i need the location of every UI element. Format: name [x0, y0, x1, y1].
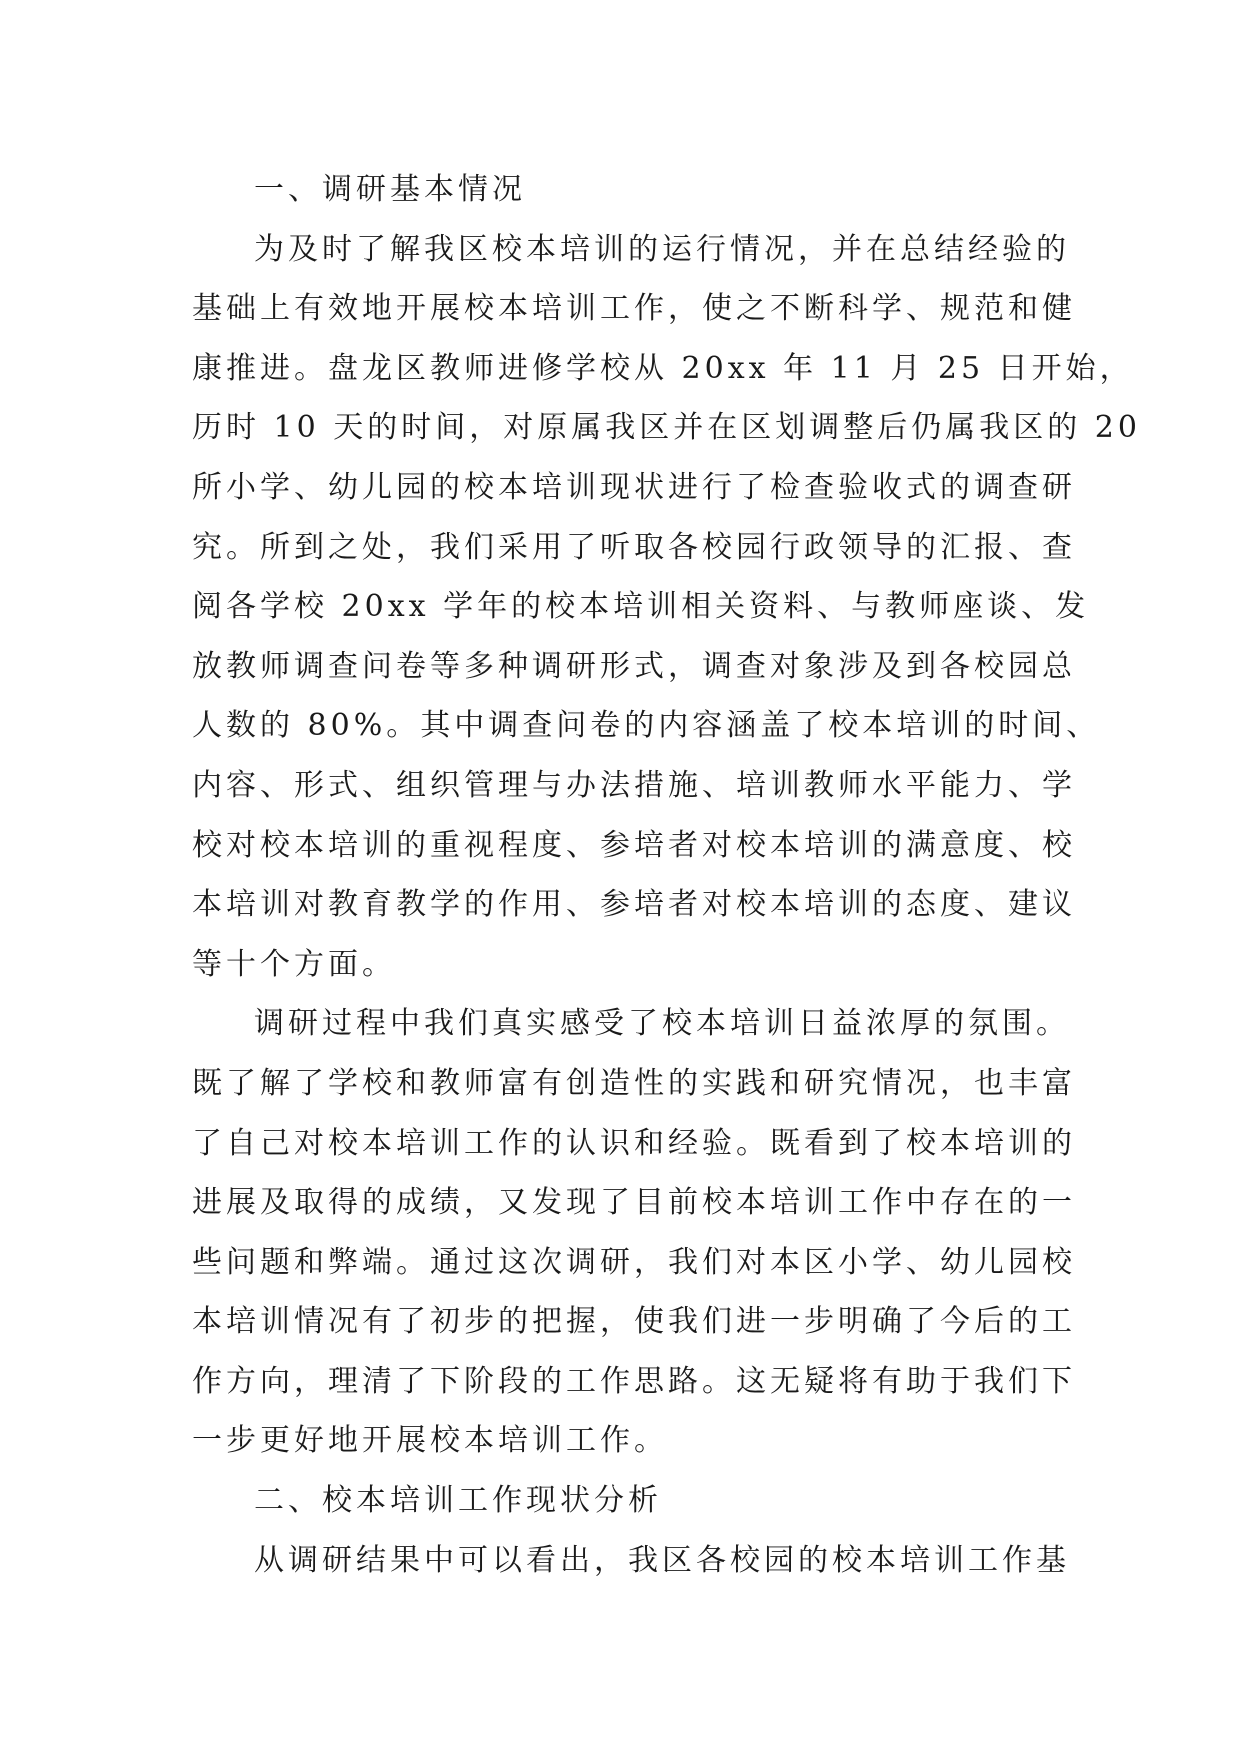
paragraph-line: 康推进。盘龙区教师进修学校从 20xx 年 11 月 25 日开始， — [192, 350, 1134, 386]
paragraph-line: 等十个方面。 — [192, 946, 396, 982]
paragraph-line: 进展及取得的成绩，又发现了目前校本培训工作中存在的一 — [192, 1185, 1076, 1221]
paragraph-line: 所小学、幼儿园的校本培训现状进行了检查验收式的调查研 — [192, 469, 1076, 505]
paragraph-line: 了自己对校本培训工作的认识和经验。既看到了校本培训的 — [192, 1125, 1076, 1161]
paragraph-line: 基础上有效地开展校本培训工作，使之不断科学、规范和健 — [192, 291, 1076, 327]
paragraph-line: 内容、形式、组织管理与办法措施、培训教师水平能力、学 — [192, 767, 1076, 803]
section-heading-1: 一、调研基本情况 — [254, 172, 526, 207]
paragraph-line: 既了解了学校和教师富有创造性的实践和研究情况，也丰富 — [192, 1065, 1076, 1101]
paragraph-line: 究。所到之处，我们采用了听取各校园行政领导的汇报、查 — [192, 529, 1076, 565]
paragraph-line: 本培训对教育教学的作用、参培者对校本培训的态度、建议 — [192, 887, 1076, 923]
paragraph-line: 一步更好地开展校本培训工作。 — [192, 1423, 668, 1459]
section-heading-2: 二、校本培训工作现状分析 — [254, 1483, 662, 1519]
paragraph-line: 阅各学校 20xx 学年的校本培训相关资料、与教师座谈、发 — [192, 589, 1090, 625]
paragraph-line: 放教师调查问卷等多种调研形式，调查对象涉及到各校园总 — [192, 648, 1076, 684]
paragraph-line: 调研过程中我们真实感受了校本培训日益浓厚的氛围。 — [254, 1006, 1070, 1042]
paragraph-line: 历时 10 天的时间，对原属我区并在区划调整后仍属我区的 20 — [192, 410, 1141, 446]
paragraph-line: 为及时了解我区校本培训的运行情况，并在总结经验的 — [254, 231, 1070, 267]
paragraph-line: 人数的 80%。其中调查问卷的内容涵盖了校本培训的时间、 — [192, 708, 1101, 744]
paragraph-line: 从调研结果中可以看出，我区各校园的校本培训工作基 — [254, 1542, 1070, 1578]
document-body — [192, 160, 1141, 1590]
paragraph-line: 作方向，理清了下阶段的工作思路。这无疑将有助于我们下 — [192, 1363, 1076, 1399]
paragraph-line: 些问题和弊端。通过这次调研，我们对本区小学、幼儿园校 — [192, 1244, 1076, 1280]
paragraph-line: 本培训情况有了初步的把握，使我们进一步明确了今后的工 — [192, 1304, 1076, 1340]
paragraph-line: 校对校本培训的重视程度、参培者对校本培训的满意度、校 — [192, 827, 1076, 863]
